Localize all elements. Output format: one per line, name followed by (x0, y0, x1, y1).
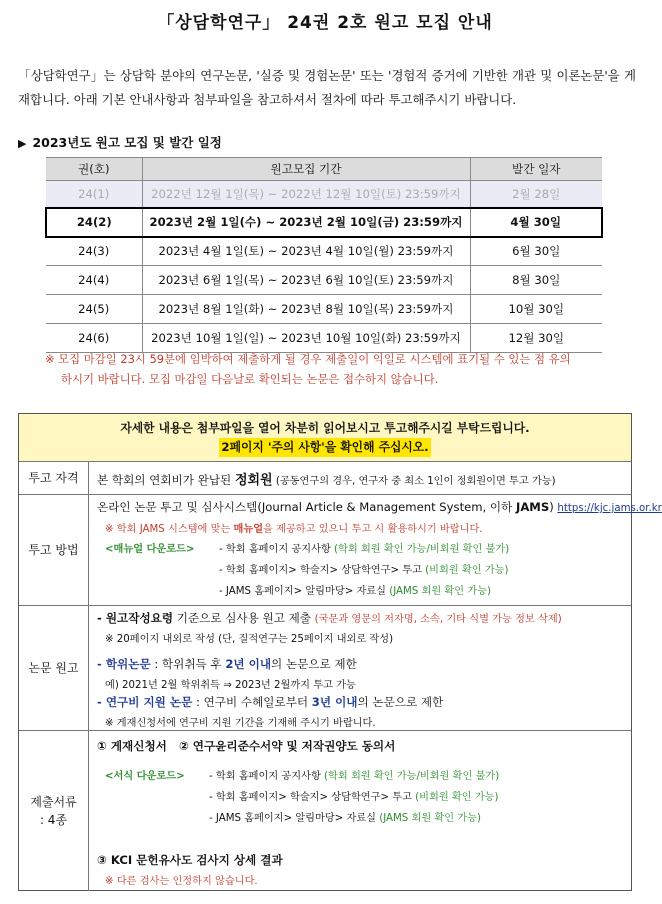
thesis-limit: 2년 이내 (225, 657, 272, 671)
period-cell: 2023년 10월 1일(일) ~ 2023년 10월 10일(화) 23:59까지 (142, 324, 470, 353)
jams-link[interactable]: https://kjc.jams.or.kr (557, 503, 662, 514)
schedule-row-current (46, 208, 602, 237)
eligibility-member: 정회원 (234, 473, 273, 488)
volume-cell: 24(4) (46, 266, 142, 295)
schedule-table (45, 157, 603, 353)
publish-date-cell: 8월 30일 (470, 266, 602, 295)
download-note: (학회 회원 확인 가능/비회원 확인 불가) (324, 771, 500, 782)
funded-limit: 3년 이내 (311, 695, 358, 709)
documents-list: ① 게재신청서 ② 연구윤리준수서약 및 저작권양도 동의서 (97, 739, 396, 753)
documents-count: : 4종 (39, 813, 68, 827)
download-path: - JAMS 홈페이지> 알림마당> 자료실 (219, 586, 390, 597)
manuscript-text: 기준으로 심사용 원고 제출 (173, 611, 315, 625)
thesis-text: 의 논문으로 제한 (271, 657, 357, 671)
row-label (19, 731, 89, 891)
row-eligibility (19, 462, 631, 495)
schedule-note-line: ※ 모집 마감일 23시 59분에 임박하여 제출하게 될 경우 제출일이 익일로 시스템에 표기될 수 있는 점 유의 (45, 352, 571, 366)
row-documents (19, 731, 631, 891)
submission-info-box (18, 413, 662, 891)
row-manuscript (19, 606, 631, 731)
download-note: (JAMS 회원 확인 가능) (379, 813, 482, 824)
download-note: (비회원 확인 가능) (425, 565, 509, 576)
page-limit-note: ※ 20페이지 내외로 작성 (단, 질적연구는 25페이지 내외로 작성) (105, 634, 394, 645)
triangle-bullet-icon: ▶ (18, 137, 27, 150)
banner-line: 자세한 내용은 첨부파일을 열어 차분히 읽어보시고 투고해주시길 부탁드립니다. (120, 421, 530, 435)
manuscript-note: (국문과 영문의 저자명, 소속, 기타 식별 가능 정보 삭제) (314, 614, 562, 625)
row-label: 투고 방법 (19, 495, 89, 605)
publish-date-cell: 4월 30일 (470, 208, 602, 237)
funded-label: - 연구비 지원 논문 (97, 695, 193, 709)
download-note: (학회 회원 확인 가능/비회원 확인 불가) (334, 544, 510, 555)
period-cell: 2023년 8월 1일(화) ~ 2023년 8월 10일(목) 23:59까지 (142, 295, 470, 324)
page-title: 「상담학연구」 24권 2호 원고 모집 안내 (157, 13, 493, 33)
schedule-row (46, 237, 602, 266)
funded-text: 의 논문으로 제한 (357, 695, 444, 709)
method-text: 온라인 논문 투고 및 심사시스템(Journal Article & Management System, 이하 (97, 500, 516, 514)
method-jams: JAMS (516, 500, 550, 514)
schedule-row (46, 181, 602, 208)
banner-highlight: 2페이지 '주의 사항'을 확인해 주십시오. (219, 438, 430, 457)
download-note: (JAMS 회원 확인 가능) (389, 586, 492, 597)
publish-date-cell: 6월 30일 (470, 237, 602, 266)
schedule-note (45, 349, 605, 389)
row-method (19, 495, 662, 606)
funded-text: : 연구비 수혜일로부터 (192, 695, 312, 709)
row-label: 투고 자격 (19, 462, 89, 494)
col-header-publish-date: 발간 일자 (470, 158, 602, 181)
volume-cell: 24(6) (46, 324, 142, 353)
eligibility-note: (공동연구의 경우, 연구자 중 최소 1인이 정회원이면 투고 가능) (272, 476, 556, 487)
period-cell: 2023년 6월 1일(목) ~ 2023년 6월 10일(토) 23:59까지 (142, 266, 470, 295)
eligibility-text: 본 학회의 연회비가 완납된 (97, 473, 235, 487)
volume-cell: 24(5) (46, 295, 142, 324)
manuscript-guide: - 원고작성요령 (97, 611, 174, 625)
row-label: 논문 원고 (19, 606, 89, 730)
documents-label: 제출서류 (30, 795, 77, 809)
method-note: ※ 학회 JAMS 시스템에 맞는 (105, 524, 234, 535)
download-path: - 학회 홈페이지 공지사항 (219, 544, 335, 555)
method-text: ) (549, 500, 554, 514)
funded-note: ※ 게재신청서에 연구비 지원 기간을 기재해 주시기 바랍니다. (105, 718, 376, 729)
row-content (89, 731, 631, 891)
thesis-example: 예) 2021년 2월 학위취득 ⇒ 2023년 2월까지 투고 가능 (105, 680, 356, 691)
intro-paragraph: 「상담학연구」는 상담학 분야의 연구논문, '실증 및 경험논문' 또는 '경험적 증거에 기반한 개관 및 이론논문'을 게재합니다. 아래 기본 안내사항과 첨부파일을 참고하셔서 절차에 따라 투고해주시기 바랍니다. (18, 68, 636, 107)
schedule-heading-text: 2023년도 원고 모집 및 발간 일정 (32, 135, 222, 150)
publish-date-cell: 12월 30일 (470, 324, 602, 353)
method-note: 을 제공하고 있으니 투고 시 활용하시기 바랍니다. (263, 524, 483, 535)
row-content (89, 495, 662, 605)
download-path: - JAMS 홈페이지> 알림마당> 자료실 (209, 813, 380, 824)
info-banner (19, 414, 631, 462)
volume-cell: 24(2) (46, 208, 142, 237)
publish-date-cell: 10월 30일 (470, 295, 602, 324)
download-path: - 학회 홈페이지> 학술지> 상담학연구> 투고 (209, 792, 416, 803)
period-cell: 2023년 2월 1일(수) ~ 2023년 2월 10일(금) 23:59까지 (142, 208, 470, 237)
col-header-volume: 권(호) (46, 158, 142, 181)
manual-download-label: <매뉴얼 다운로드> (105, 544, 195, 555)
download-path: - 학회 홈페이지> 학술지> 상담학연구> 투고 (219, 565, 426, 576)
download-path: - 학회 홈페이지 공지사항 (209, 771, 325, 782)
row-content (89, 462, 631, 494)
schedule-row (46, 266, 602, 295)
period-cell: 2022년 12월 1일(목) ~ 2022년 12월 10일(토) 23:59까지 (142, 181, 470, 208)
download-note: (비회원 확인 가능) (415, 792, 499, 803)
volume-cell: 24(3) (46, 237, 142, 266)
schedule-note-line: 하시기 바랍니다. 모집 마감일 다음날로 확인되는 논문은 접수하지 않습니다. (61, 372, 439, 386)
thesis-label: - 학위논문 (97, 657, 151, 671)
schedule-heading (18, 133, 222, 151)
volume-cell: 24(1) (46, 181, 142, 208)
kci-similarity-item: ③ KCI 문헌유사도 검사지 상세 결과 (97, 853, 283, 867)
kci-note: ※ 다른 검사는 인정하지 않습니다. (105, 876, 258, 887)
publish-date-cell: 2월 28일 (470, 181, 602, 208)
method-manual: 매뉴얼 (233, 524, 264, 535)
col-header-period: 원고모집 기간 (142, 158, 470, 181)
thesis-text: : 학위취득 후 (150, 657, 226, 671)
form-download-label: <서식 다운로드> (105, 771, 185, 782)
schedule-header-row (46, 158, 602, 181)
schedule-row (46, 295, 602, 324)
row-content (89, 606, 631, 730)
period-cell: 2023년 4월 1일(토) ~ 2023년 4월 10일(월) 23:59까지 (142, 237, 470, 266)
